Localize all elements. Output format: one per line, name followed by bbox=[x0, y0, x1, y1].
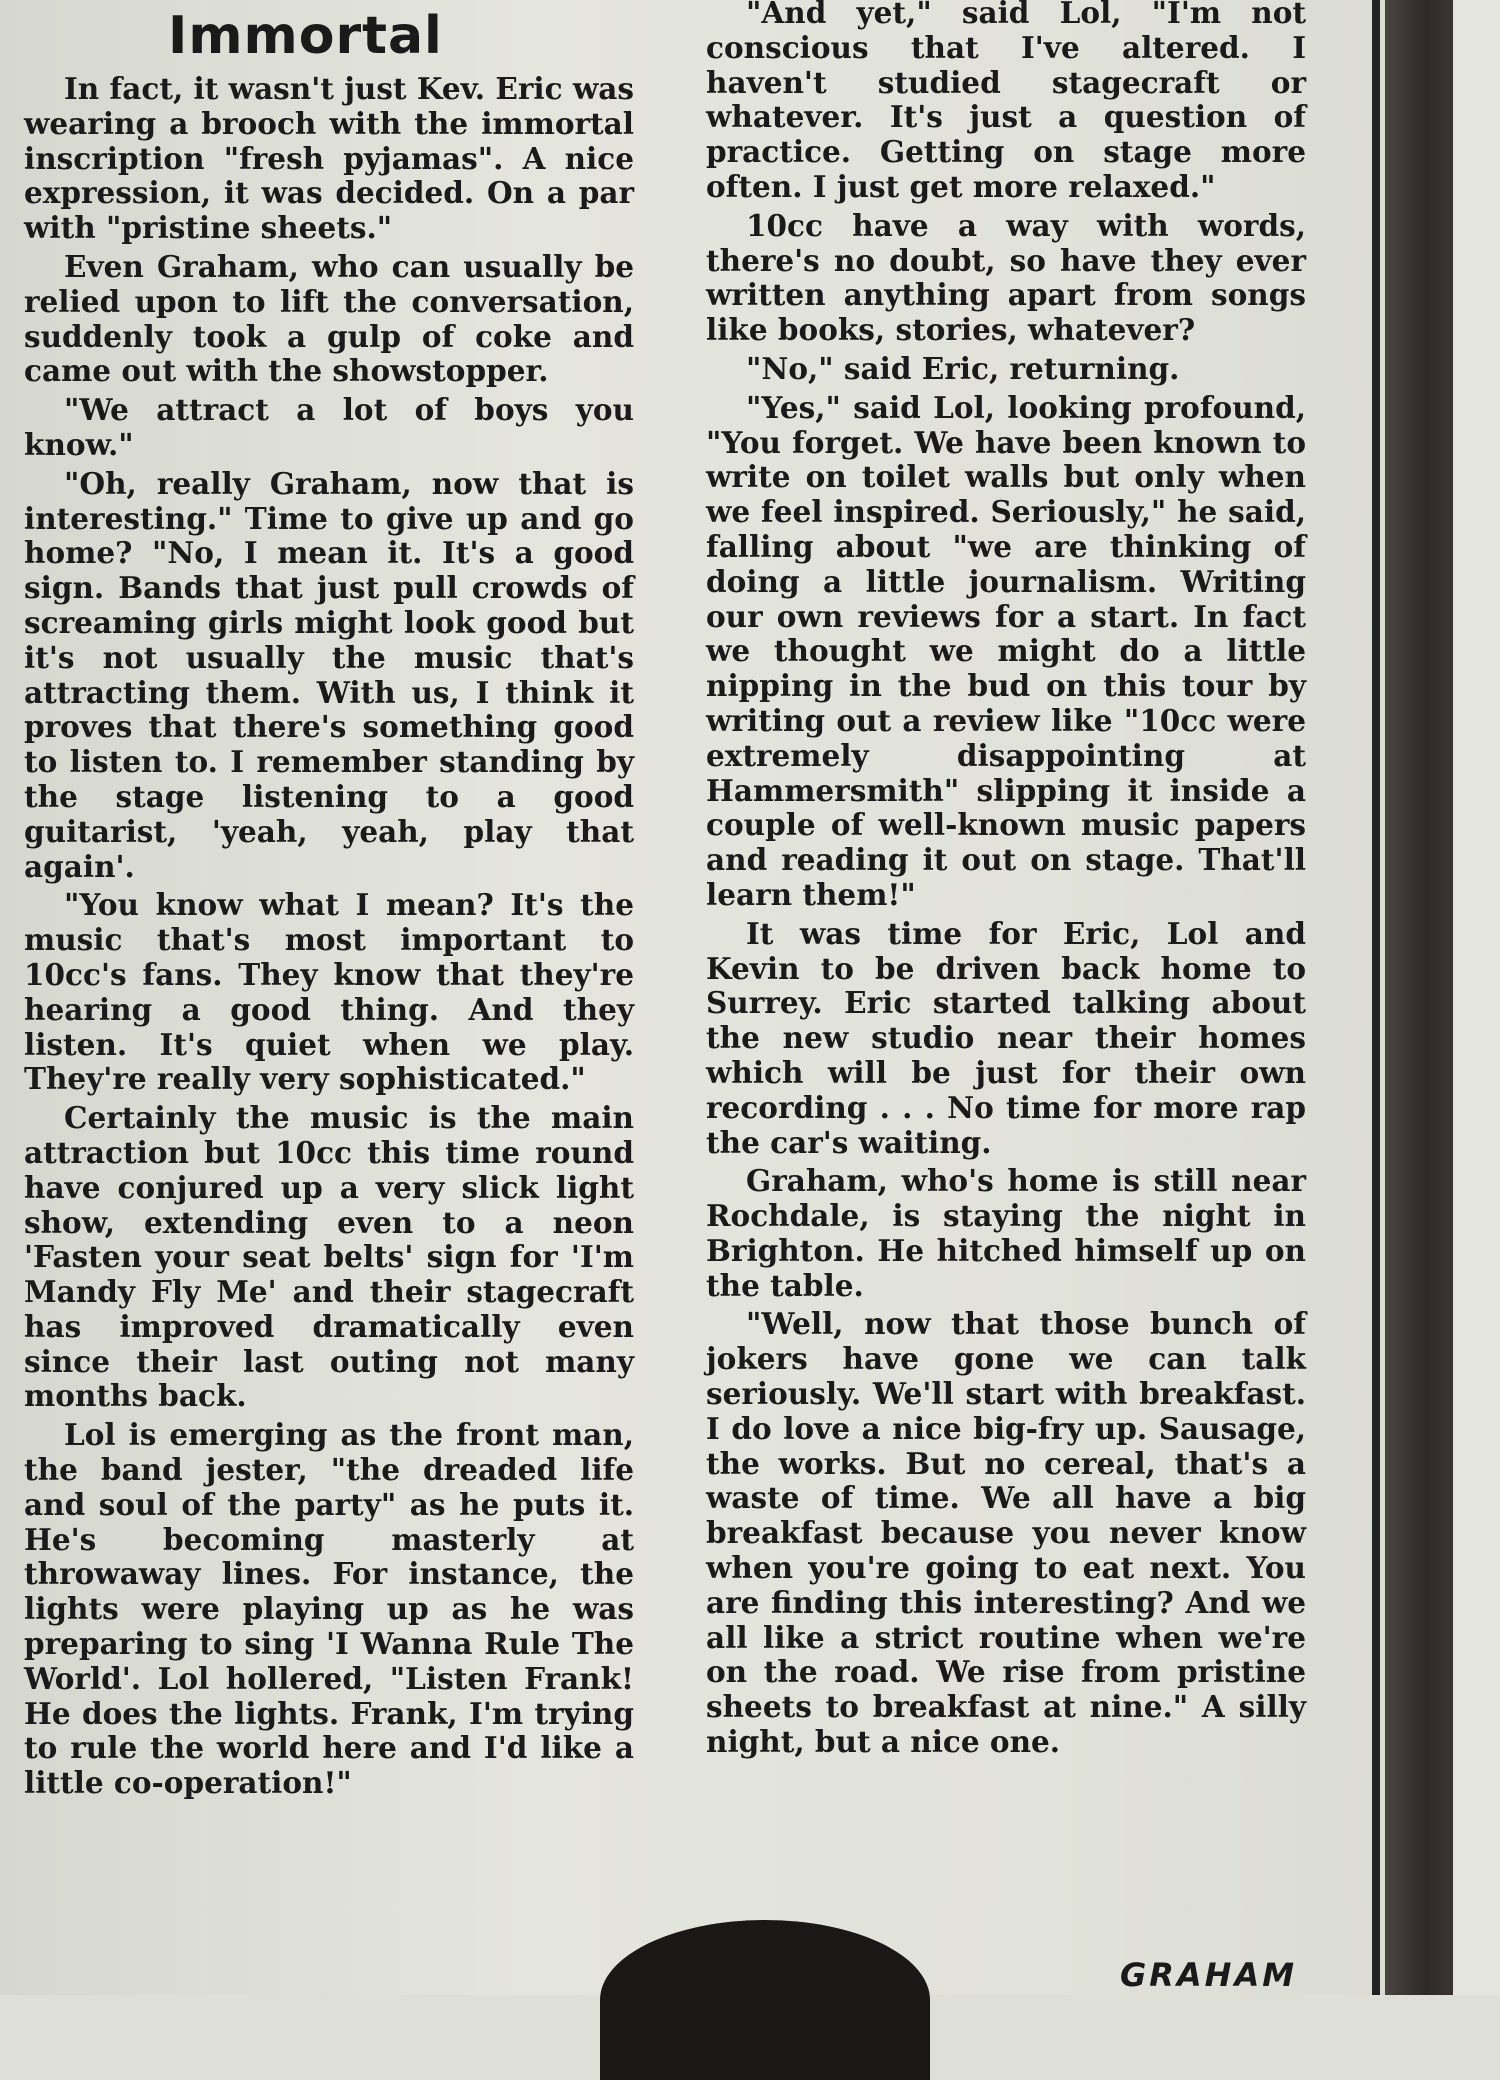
paragraph: In fact, it wasn't just Kev. Eric was wearing a brooch with the immortal inscription "fresh pyjamas". A nice expression, it was decided. On a par with "pristine sheets." bbox=[24, 71, 634, 246]
paragraph: "No," said Eric, returning. bbox=[746, 350, 1180, 386]
section-headline: Immortal bbox=[168, 6, 443, 66]
page-edge-bar bbox=[1385, 0, 1453, 1995]
paragraph: "You know what I mean? It's the music that's most important to 10cc's fans. They know that they're hearing a good thing. And they listen. It's quiet when we play. They're really very sophisticated." bbox=[24, 887, 634, 1097]
paragraph: 10cc have a way with words, there's no doubt, so have they ever written anything apart from songs like books, stories, whatever? bbox=[706, 207, 1306, 348]
paragraph: "Yes," said Lol, looking profound, "You forget. We have been known to write on toilet walls but only when we feel inspired. Seriously," he said, falling about "we are thinking of doing a little journalism. Writing our own reviews for a start. In fact we thought we might do a little nipping in the bud on this tour by writing out a review like "10cc were extremely disappointing at Hammersmith" slipping it inside a couple of well-known music papers and reading it out on stage. That'll learn them!" bbox=[706, 389, 1306, 912]
column-divider-rule bbox=[1372, 0, 1380, 1995]
article-column-left bbox=[24, 6, 634, 1805]
photo-fragment bbox=[600, 1920, 930, 2080]
page-margin bbox=[1453, 0, 1500, 1995]
paragraph: "Oh, really Graham, now that is interesting." Time to give up and go home? "No, I mean it. It's a good sign. Bands that just pull crowds of screaming girls might look good but it's not usually the music that's attracting them. With us, I think it proves that there's something good to listen to. I remember standing by the stage listening to a good guitarist, 'yeah, yeah, play that again'. bbox=[24, 465, 634, 884]
paragraph: It was time for Eric, Lol and Kevin to be driven back home to Surrey. Eric started talking about the new studio near their homes which will be just for their own recording . . . No time for more rap the car's waiting. bbox=[706, 915, 1306, 1160]
article-column-right bbox=[706, 0, 1306, 1764]
paragraph: "Well, now that those bunch of jokers have gone we can talk seriously. We'll start with breakfast. I do love a nice big-fry up. Sausage, the works. But no cereal, that's a waste of time. We all have a big breakfast because you never know when you're going to eat next. You are finding this interesting? And we all like a strict routine when we're on the road. We rise from pristine sheets to breakfast at nine." A silly night, but a nice one. bbox=[706, 1306, 1306, 1760]
paragraph: Lol is emerging as the front man, the band jester, "the dreaded life and soul of the party" as he puts it. He's becoming masterly at throwaway lines. For instance, the lights were playing up as he was preparing to sing 'I Wanna Rule The World'. Lol hollered, "Listen Frank! He does the lights. Frank, I'm trying to rule the world here and I'd like a little co-operation!" bbox=[24, 1417, 634, 1801]
paragraph: Graham, who's home is still near Rochdale, is staying the night in Brighton. He hitched himself up on the table. bbox=[706, 1163, 1306, 1303]
paragraph: Certainly the music is the main attraction but 10cc this time round have conjured up a very slick light show, extending even to a neon 'Fasten your seat belts' sign for 'I'm Mandy Fly Me' and their stagecraft has improved dramatically even since their last outing not many months back. bbox=[24, 1100, 634, 1414]
paragraph: "We attract a lot of boys you know." bbox=[24, 392, 634, 462]
paragraph: Even Graham, who can usually be relied upon to lift the conversation, suddenly took a gulp of coke and came out with the showstopper. bbox=[24, 248, 634, 389]
author-byline: GRAHAM bbox=[1120, 1956, 1298, 1994]
paragraph: "And yet," said Lol, "I'm not conscious that I've altered. I haven't studied stagecraft or whatever. It's just a question of practice. Getting on stage more often. I just get more relaxed." bbox=[706, 0, 1306, 204]
